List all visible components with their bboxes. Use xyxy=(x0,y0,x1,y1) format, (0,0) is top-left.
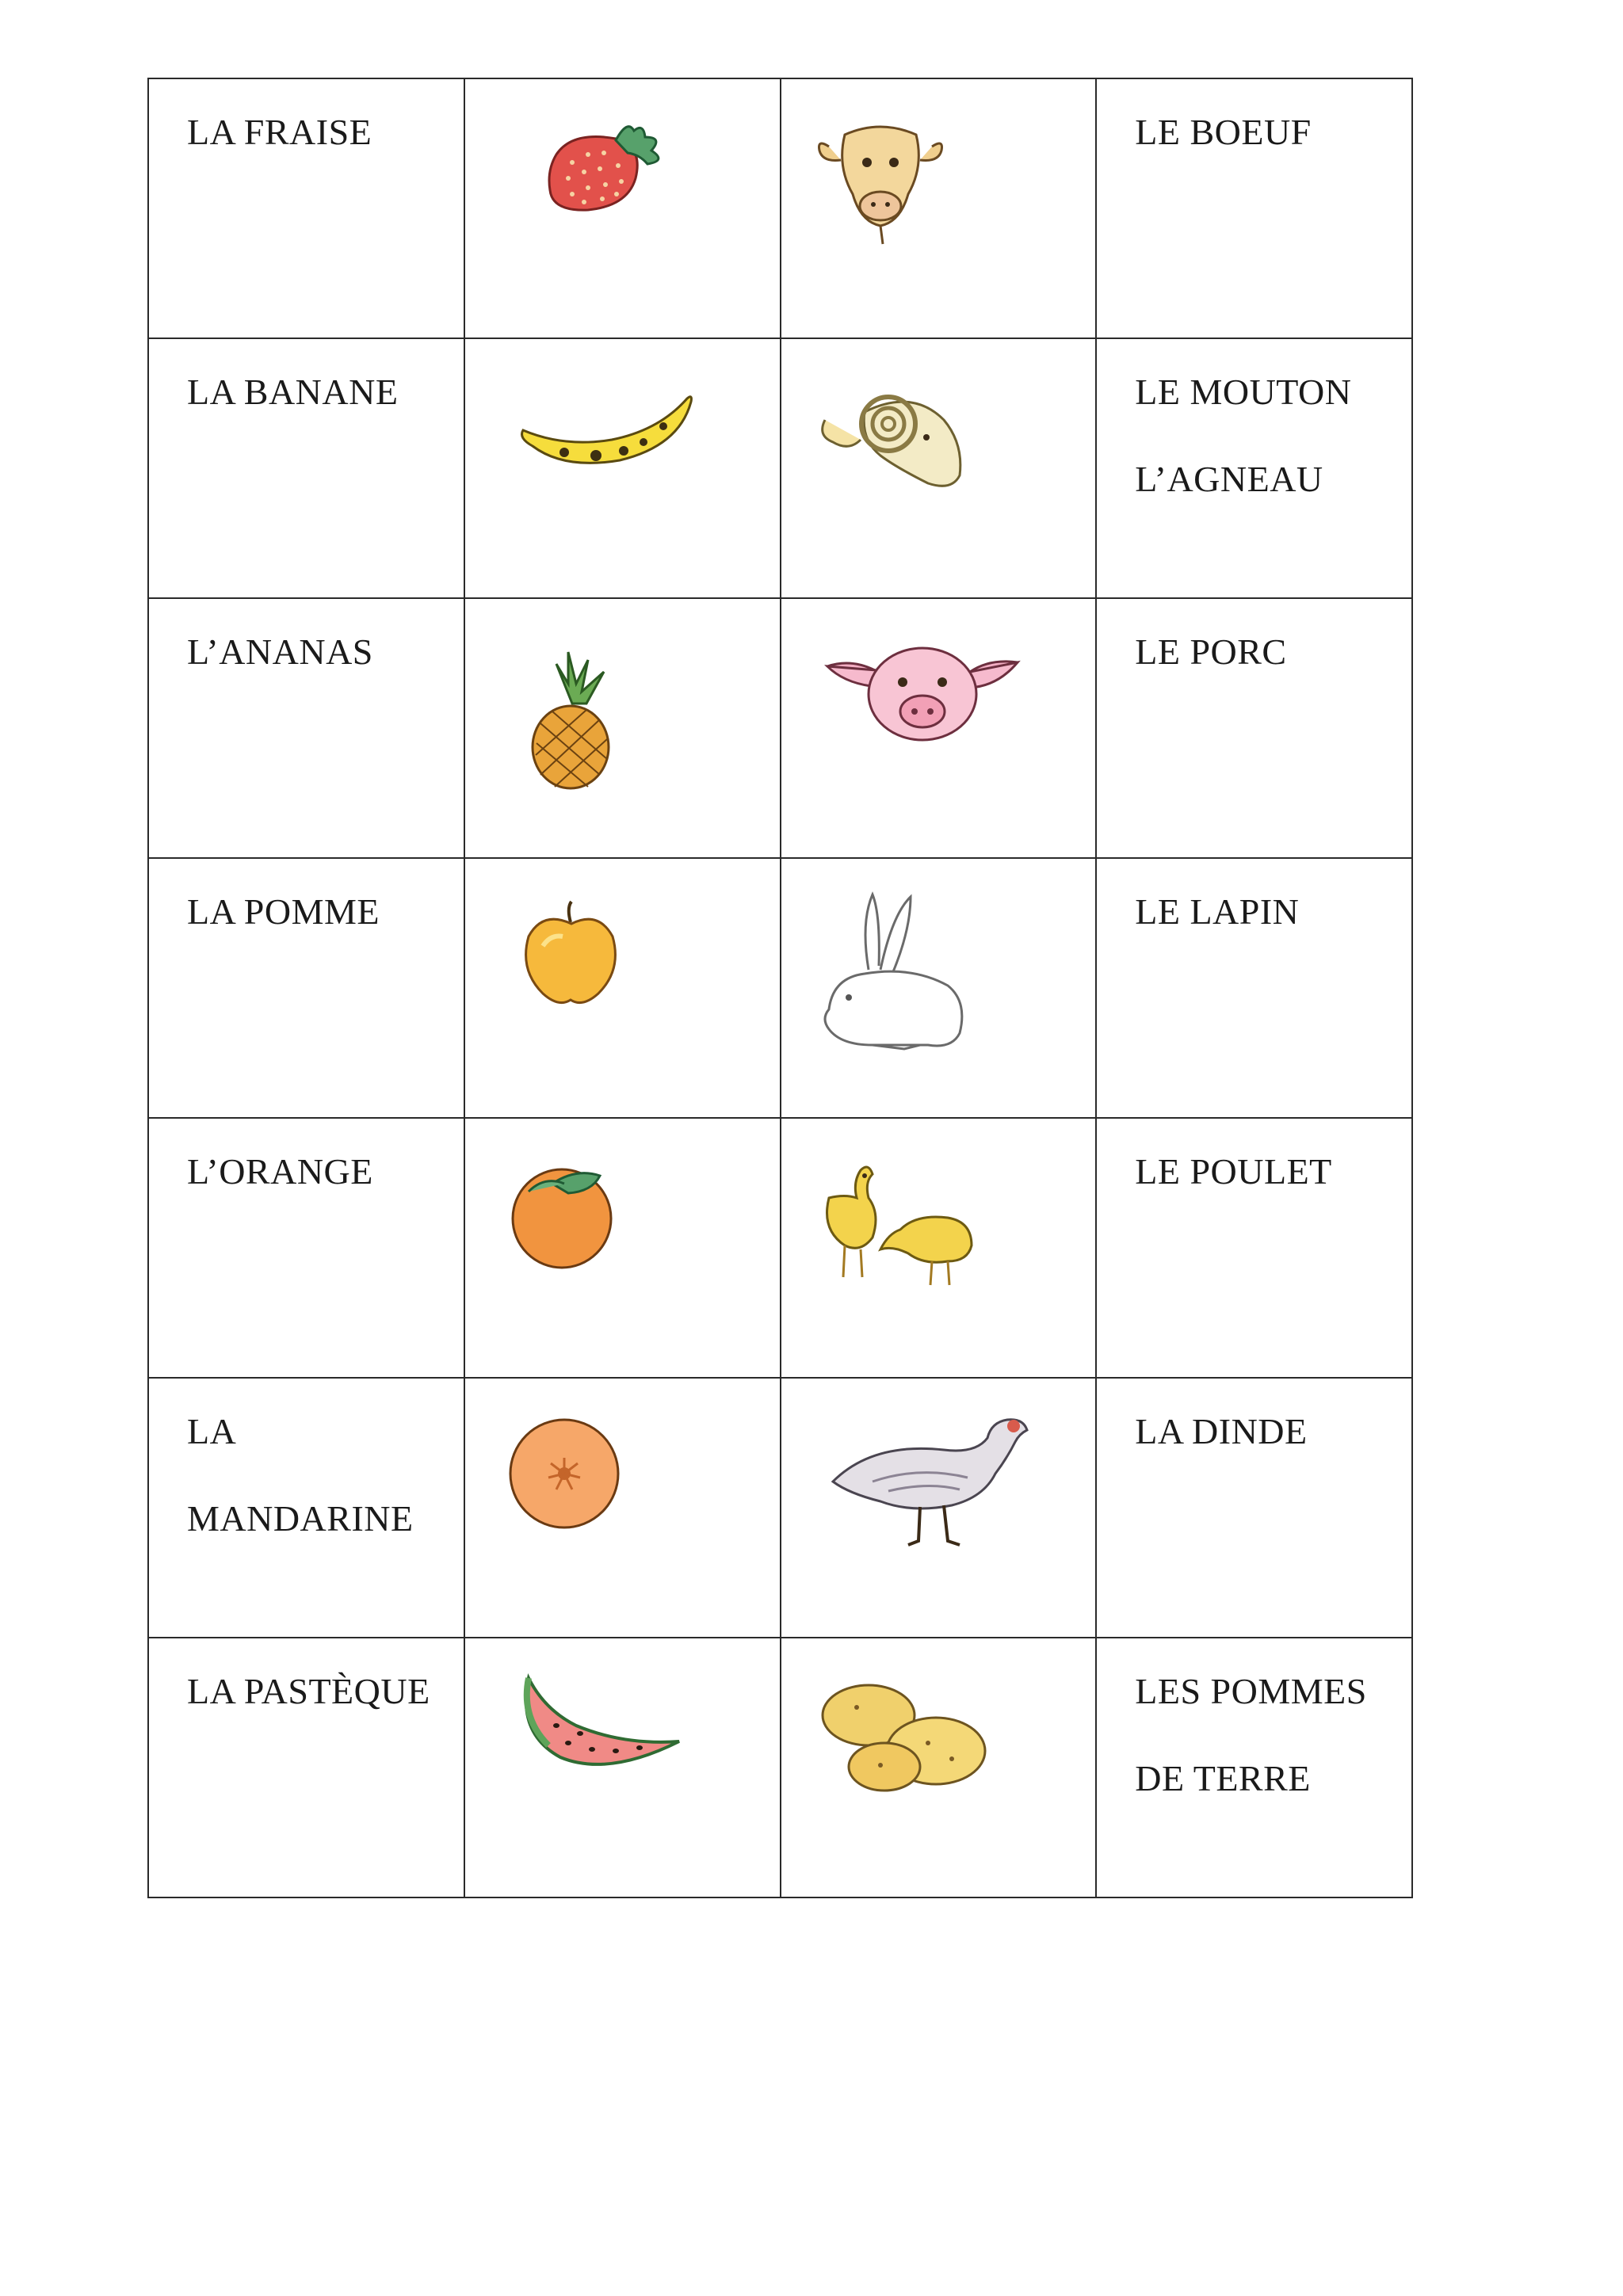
animal-label: LE BOEUF xyxy=(1135,112,1312,152)
banana-icon xyxy=(517,391,699,470)
fruit-label-cell xyxy=(148,338,464,598)
fruit-label: LA FRAISE xyxy=(187,112,372,152)
fruit-label-cell xyxy=(148,78,464,338)
fruit-picture-cell xyxy=(464,598,781,858)
table-row xyxy=(148,1638,1412,1897)
animal-label: LE MOUTON xyxy=(1135,372,1352,412)
mandarin-icon xyxy=(505,1414,624,1533)
vocabulary-table xyxy=(147,78,1413,1898)
animal-picture-cell xyxy=(781,1638,1097,1897)
table-row xyxy=(148,78,1412,338)
fruit-label-cell xyxy=(148,1118,464,1378)
fruit-label: L’ORANGE xyxy=(187,1151,373,1192)
fruit-label: LA BANANE xyxy=(187,372,399,412)
fruit-picture-cell xyxy=(464,858,781,1118)
fruit-label-cell xyxy=(148,1378,464,1638)
fruit-label-cell xyxy=(148,858,464,1118)
animal-label: L’AGNEAU xyxy=(1135,459,1323,499)
apple-icon xyxy=(519,898,622,1009)
animal-label: LE LAPIN xyxy=(1135,891,1300,932)
rabbit-icon xyxy=(817,891,976,1057)
animal-label-cell xyxy=(1096,78,1412,338)
cow-head-icon xyxy=(813,119,948,246)
orange-icon xyxy=(505,1160,624,1271)
animal-label: LES POMMES xyxy=(1135,1671,1367,1711)
animal-label: LE PORC xyxy=(1135,631,1287,672)
fruit-label: L’ANANAS xyxy=(187,631,373,672)
table-row xyxy=(148,1118,1412,1378)
fruit-picture-cell xyxy=(464,1378,781,1638)
table-row xyxy=(148,598,1412,858)
table-row xyxy=(148,1378,1412,1638)
table-row xyxy=(148,858,1412,1118)
animal-label-cell xyxy=(1096,338,1412,598)
fruit-picture-cell xyxy=(464,78,781,338)
chickens-icon xyxy=(813,1150,987,1293)
animal-label-cell xyxy=(1096,598,1412,858)
ram-head-icon xyxy=(817,380,968,499)
animal-label-cell xyxy=(1096,1638,1412,1897)
watermelon-slice-icon xyxy=(513,1670,695,1781)
fruit-label: LA xyxy=(187,1411,237,1451)
table-row xyxy=(148,338,1412,598)
fruit-label-cell xyxy=(148,598,464,858)
fruit-label: LA POMME xyxy=(187,891,380,932)
animal-picture-cell xyxy=(781,598,1097,858)
animal-label-cell xyxy=(1096,1378,1412,1638)
fruit-picture-cell xyxy=(464,1118,781,1378)
fruit-label: LA PASTÈQUE xyxy=(187,1671,430,1711)
animal-label: DE TERRE xyxy=(1135,1758,1311,1798)
turkey-icon xyxy=(825,1410,1039,1553)
animal-picture-cell xyxy=(781,858,1097,1118)
animal-picture-cell xyxy=(781,1378,1097,1638)
fruit-picture-cell xyxy=(464,1638,781,1897)
animal-picture-cell xyxy=(781,338,1097,598)
pineapple-icon xyxy=(525,648,620,791)
strawberry-icon xyxy=(540,115,675,226)
animal-picture-cell xyxy=(781,78,1097,338)
animal-label: LE POULET xyxy=(1135,1151,1332,1192)
animal-label: LA DINDE xyxy=(1135,1411,1308,1451)
animal-label-cell xyxy=(1096,1118,1412,1378)
pig-head-icon xyxy=(819,639,1025,749)
fruit-label: MANDARINE xyxy=(187,1498,414,1539)
potatoes-icon xyxy=(817,1672,999,1798)
fruit-label-cell xyxy=(148,1638,464,1897)
animal-label-cell xyxy=(1096,858,1412,1118)
fruit-picture-cell xyxy=(464,338,781,598)
animal-picture-cell xyxy=(781,1118,1097,1378)
